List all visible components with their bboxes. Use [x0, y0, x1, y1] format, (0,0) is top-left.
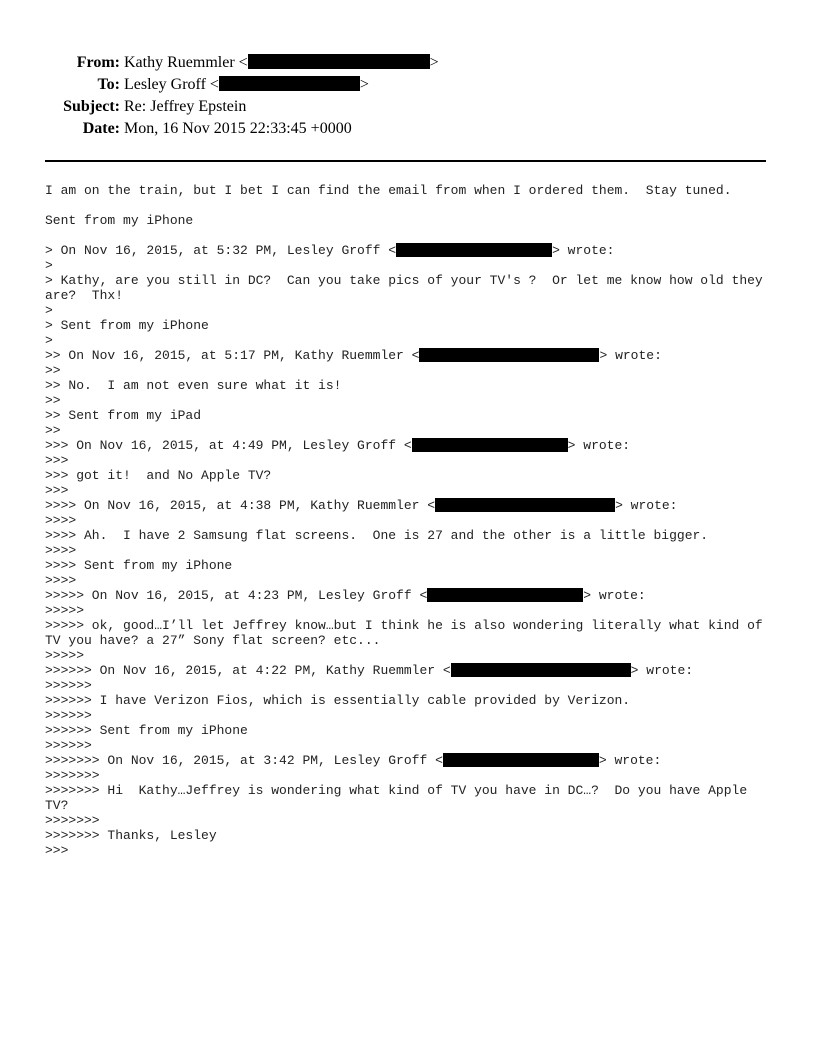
quoted-header-line	[45, 588, 785, 603]
wrote-text: > wrote:	[552, 243, 615, 258]
subject-label: Subject:	[63, 98, 120, 115]
subject-value: Re: Jeffrey Epstein	[124, 98, 247, 115]
quoted-header-text: >> On Nov 16, 2015, at 5:17 PM, Kathy Ruemmler <	[45, 348, 420, 363]
quoted-header-line	[45, 753, 785, 768]
redaction-box	[435, 498, 615, 512]
redaction-box	[419, 348, 599, 362]
subject-row	[0, 97, 816, 119]
body-line: >>>>>> Sent from my iPhone	[45, 723, 248, 738]
date-row	[0, 119, 816, 141]
body-line: >>>	[45, 453, 69, 468]
body-line: >>>>>	[45, 648, 85, 663]
date-value: Mon, 16 Nov 2015 22:33:45 +0000	[124, 120, 352, 137]
redaction-box	[412, 438, 568, 452]
body-line: >>>>> ok, good…I’ll let Jeffrey know…but I think he is also wondering literally what kind of	[45, 618, 763, 633]
to-close: >	[359, 76, 369, 93]
to-value	[124, 75, 369, 95]
body-line: >>>>>>	[45, 708, 92, 723]
from-close: >	[429, 54, 439, 71]
from-value	[124, 53, 439, 73]
body-line: >> Sent from my iPad	[45, 408, 202, 423]
quoted-header-line	[45, 663, 785, 678]
body-line: >>	[45, 393, 61, 408]
body-line: >>>>	[45, 513, 77, 528]
quoted-header-line	[45, 498, 785, 513]
body-line: >>>>	[45, 573, 77, 588]
quoted-header-line	[45, 243, 785, 258]
quoted-header-line	[45, 438, 785, 453]
wrote-text: > wrote:	[615, 498, 678, 513]
body-line: >>>> Sent from my iPhone	[45, 558, 233, 573]
redaction-box	[396, 243, 552, 257]
from-label: From:	[76, 54, 120, 71]
from-row	[0, 53, 816, 75]
quoted-header-text: > On Nov 16, 2015, at 5:32 PM, Lesley Groff <	[45, 243, 397, 258]
quoted-header-line	[45, 348, 785, 363]
body-line: >	[45, 333, 53, 348]
redaction-box	[248, 54, 430, 69]
body-line: TV?	[45, 798, 69, 813]
wrote-text: > wrote:	[583, 588, 646, 603]
quoted-header-text: >>>>>>> On Nov 16, 2015, at 3:42 PM, Lesley Groff <	[45, 753, 443, 768]
body-line: >	[45, 258, 53, 273]
body-line: Sent from my iPhone	[45, 213, 194, 228]
wrote-text: > wrote:	[630, 663, 694, 678]
body-line: I am on the train, but I bet I can find the email from when I ordered them. Stay tuned.	[45, 183, 732, 198]
body-line: >>>>	[45, 543, 77, 558]
quoted-header-text: >>>> On Nov 16, 2015, at 4:38 PM, Kathy Ruemmler <	[45, 498, 436, 513]
body-line: > Kathy, are you still in DC? Can you take pics of your TV's ? Or let me know how old they	[45, 273, 763, 288]
to-label: To:	[97, 76, 120, 93]
body-line: >>>>>>> Hi Kathy…Jeffrey is wondering what kind of TV you have in DC…? Do you have Apple	[45, 783, 748, 798]
redaction-box	[427, 588, 583, 602]
quoted-header-text: >>>>> On Nov 16, 2015, at 4:23 PM, Lesley Groff <	[45, 588, 428, 603]
body-line: are? Thx!	[45, 288, 124, 303]
body-line: >>>>>	[45, 603, 85, 618]
body-line: >>	[45, 423, 61, 438]
to-row	[0, 75, 816, 97]
redaction-box	[451, 663, 631, 677]
body-line: TV you have? a 27” Sony flat screen? etc...	[45, 633, 381, 648]
quoted-header-text: >>>>>> On Nov 16, 2015, at 4:22 PM, Kathy Ruemmler <	[45, 663, 451, 678]
redaction-box	[219, 76, 360, 91]
to-name: Lesley Groff <	[124, 76, 219, 93]
body-line: >>>	[45, 483, 69, 498]
body-line: >>	[45, 363, 61, 378]
body-line: >>>>>>>	[45, 768, 100, 783]
from-name: Kathy Ruemmler <	[124, 54, 248, 71]
redaction-box	[443, 753, 599, 767]
date-label: Date:	[82, 120, 120, 137]
body-line	[45, 228, 785, 243]
body-line: >>>>>>> Thanks, Lesley	[45, 828, 217, 843]
wrote-text: > wrote:	[598, 753, 662, 768]
body-line: >> No. I am not even sure what it is!	[45, 378, 342, 393]
quoted-header-text: >>> On Nov 16, 2015, at 4:49 PM, Lesley Groff <	[45, 438, 412, 453]
email-header	[0, 53, 816, 141]
header-divider	[45, 160, 766, 162]
body-line: >>>>>>	[45, 678, 92, 693]
wrote-text: > wrote:	[599, 348, 662, 363]
body-line: >>>>>>>	[45, 813, 100, 828]
body-line: >>>>>>	[45, 738, 92, 753]
email-body	[45, 183, 785, 858]
body-line: >	[45, 303, 53, 318]
body-line: >>>> Ah. I have 2 Samsung flat screens. One is 27 and the other is a little bigger.	[45, 528, 709, 543]
body-line: > Sent from my iPhone	[45, 318, 209, 333]
body-line: >>> got it! and No Apple TV?	[45, 468, 272, 483]
body-line	[45, 198, 785, 213]
body-line: >>>>>> I have Verizon Fios, which is essentially cable provided by Verizon.	[45, 693, 631, 708]
body-line: >>>	[45, 843, 69, 858]
wrote-text: > wrote:	[567, 438, 631, 453]
